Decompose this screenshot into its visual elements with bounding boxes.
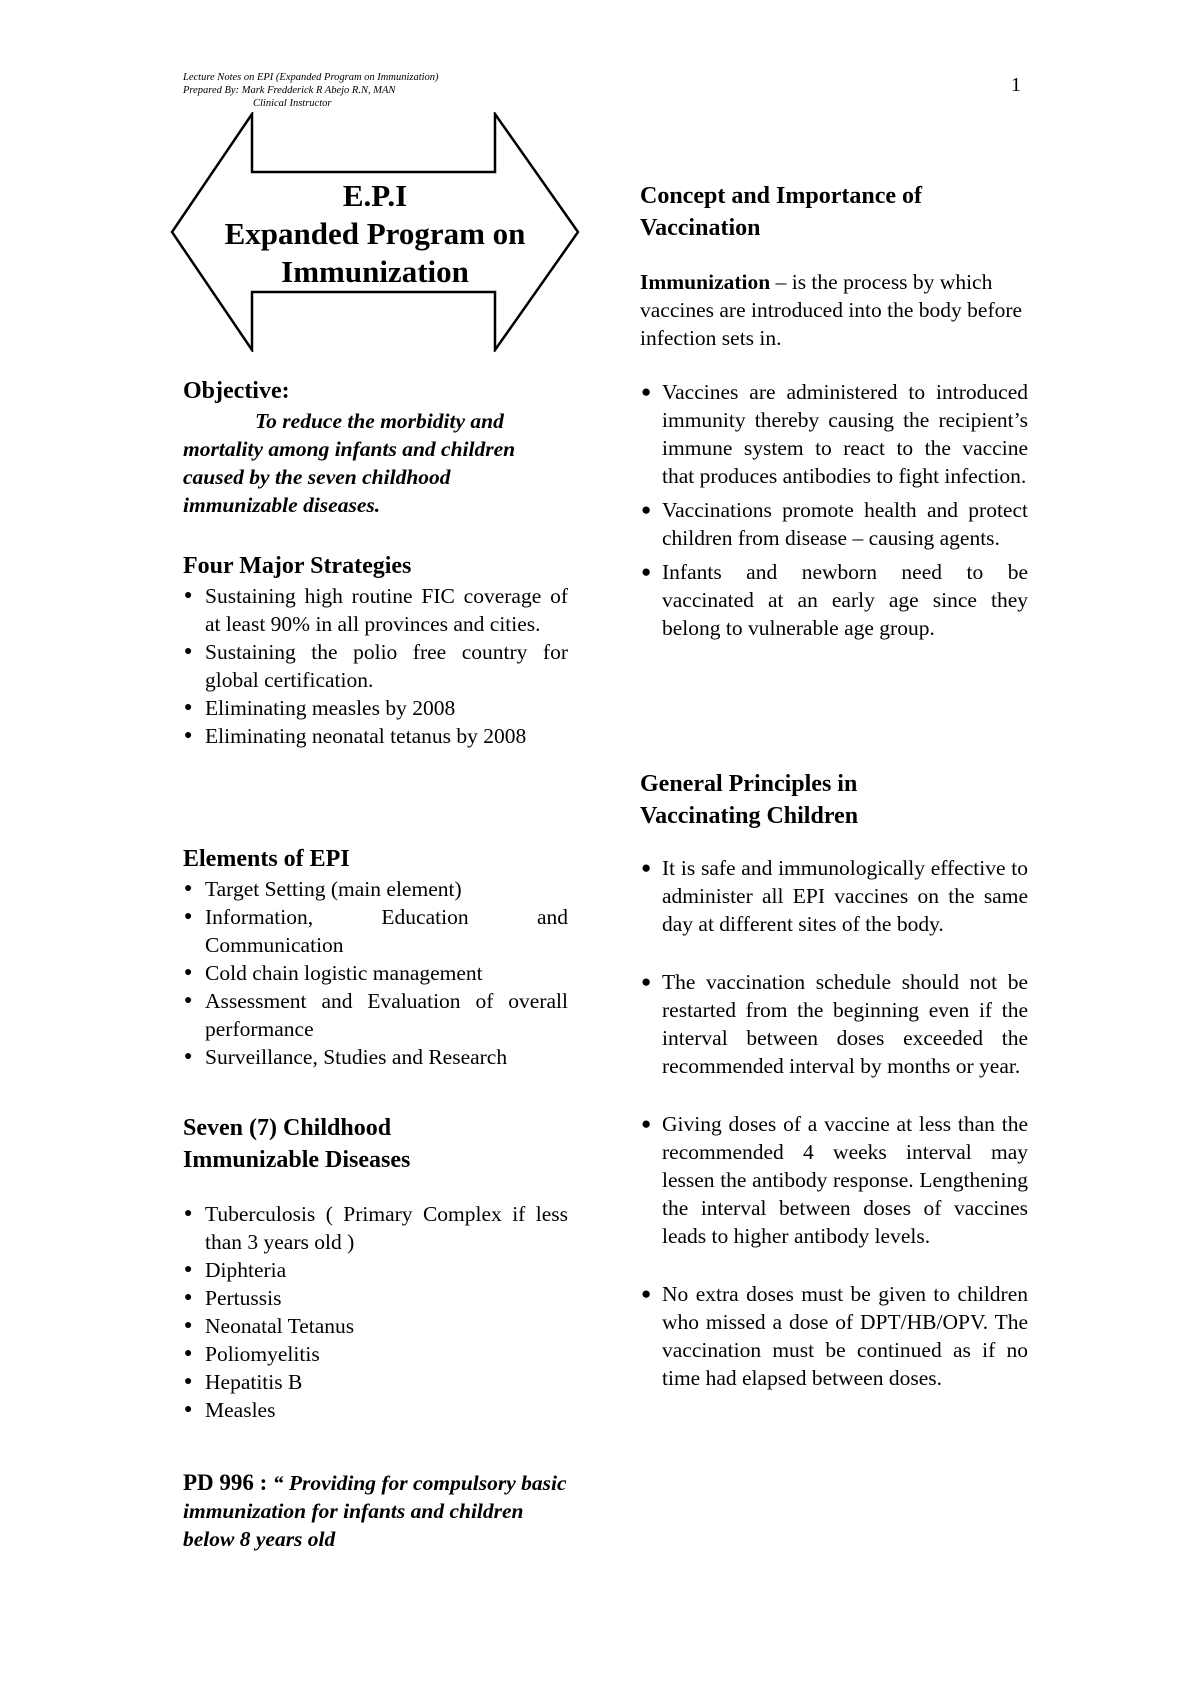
list-item: ● Assessment and Evaluation of overall performance — [183, 987, 568, 1043]
elements-section — [183, 843, 568, 1071]
banner-line-1: E.P.I — [342, 178, 408, 213]
list-item: ● Infants and newborn need to be vaccinated at an early age since they belong to vulnerable age group. — [640, 558, 1028, 642]
banner-line-3: Immunization — [281, 254, 469, 289]
elements-heading: Elements of EPI — [183, 846, 350, 872]
document-header — [183, 71, 439, 110]
header-role: Clinical Instructor — [253, 98, 332, 109]
diseases-list — [183, 1200, 568, 1424]
list-item: ● Sustaining the polio free country for global certification. — [183, 638, 568, 694]
title-banner — [170, 112, 580, 352]
strategies-heading: Four Major Strategies — [183, 553, 412, 579]
list-item: ● Eliminating measles by 2008 — [183, 694, 568, 722]
concept-heading: Concept and Importance of Vaccination — [640, 183, 922, 241]
immunization-definition — [640, 268, 1028, 352]
list-item: ● Pertussis — [183, 1284, 568, 1312]
list-item: ● It is safe and immunologically effective to administer all EPI vaccines on the same day at different sites of the body. — [640, 854, 1028, 938]
diseases-heading: Seven (7) Childhood Immunizable Diseases — [183, 1115, 411, 1173]
pd996-quote: “ Providing for compulsory basic immunization for infants and children below 8 years old — [183, 1471, 567, 1551]
definition-term: Immunization — [640, 270, 771, 294]
list-item: ● Tuberculosis ( Primary Complex if less than 3 years old ) — [183, 1200, 568, 1256]
list-item: ● Neonatal Tetanus — [183, 1312, 568, 1340]
pd996-section — [183, 1469, 568, 1553]
header-title: Lecture Notes on EPI (Expanded Program on Immunization) — [183, 72, 439, 83]
list-item: ● Measles — [183, 1396, 568, 1424]
pd996-text — [183, 1469, 568, 1553]
list-item: ● Giving doses of a vaccine at less than the recommended 4 weeks interval may lessen the antibody response. Lengthening the interval between doses of vaccines leads to higher antibody levels. — [640, 1110, 1028, 1250]
list-item: ● Target Setting (main element) — [183, 875, 568, 903]
objective-text: To reduce the morbidity and mortality among infants and children caused by the seven childhood immunizable diseases. — [183, 409, 516, 517]
list-item: ● Eliminating neonatal tetanus by 2008 — [183, 722, 568, 750]
list-item: ● The vaccination schedule should not be restarted from the beginning even if the interval between doses exceeded the recommended interval by months or year. — [640, 968, 1028, 1080]
list-item: ● Diphteria — [183, 1256, 568, 1284]
banner-line-2: Expanded Program on — [224, 216, 526, 251]
list-item: ● Vaccinations promote health and protect children from disease – causing agents. — [640, 496, 1028, 552]
strategies-section — [183, 550, 568, 750]
list-item: ● Information, Education and Communication — [183, 903, 568, 959]
principles-list — [640, 854, 1028, 1392]
list-item: ● No extra doses must be given to children who missed a dose of DPT/HB/OPV. The vaccination must be continued as if no time had elapsed between doses. — [640, 1280, 1028, 1392]
list-item: ● Poliomyelitis — [183, 1340, 568, 1368]
objective-section — [183, 375, 568, 519]
diseases-section — [183, 1112, 568, 1424]
list-item: ● Surveillance, Studies and Research — [183, 1043, 568, 1071]
page-number: 1 — [1011, 74, 1021, 96]
strategies-list — [183, 582, 568, 750]
principles-heading: General Principles in Vaccinating Children — [640, 771, 859, 829]
concept-section — [640, 180, 1028, 642]
definition-text: – is the process by which vaccines are introduced into the body before infection sets in. — [640, 270, 1023, 350]
pd996-label: PD 996 : — [183, 1470, 268, 1495]
objective-heading: Objective: — [183, 378, 290, 404]
list-item: ● Vaccines are administered to introduced immunity thereby causing the recipient’s immune system to react to the vaccine that produces antibodies to fight infection. — [640, 378, 1028, 490]
banner-title — [170, 177, 580, 291]
principles-section — [640, 768, 1028, 1392]
header-author: Prepared By: Mark Fredderick R Abejo R.N, MAN — [183, 85, 396, 96]
concept-list — [640, 378, 1028, 642]
list-item: ● Hepatitis B — [183, 1368, 568, 1396]
elements-list — [183, 875, 568, 1071]
list-item: ● Sustaining high routine FIC coverage of at least 90% in all provinces and cities. — [183, 582, 568, 638]
list-item: ● Cold chain logistic management — [183, 959, 568, 987]
